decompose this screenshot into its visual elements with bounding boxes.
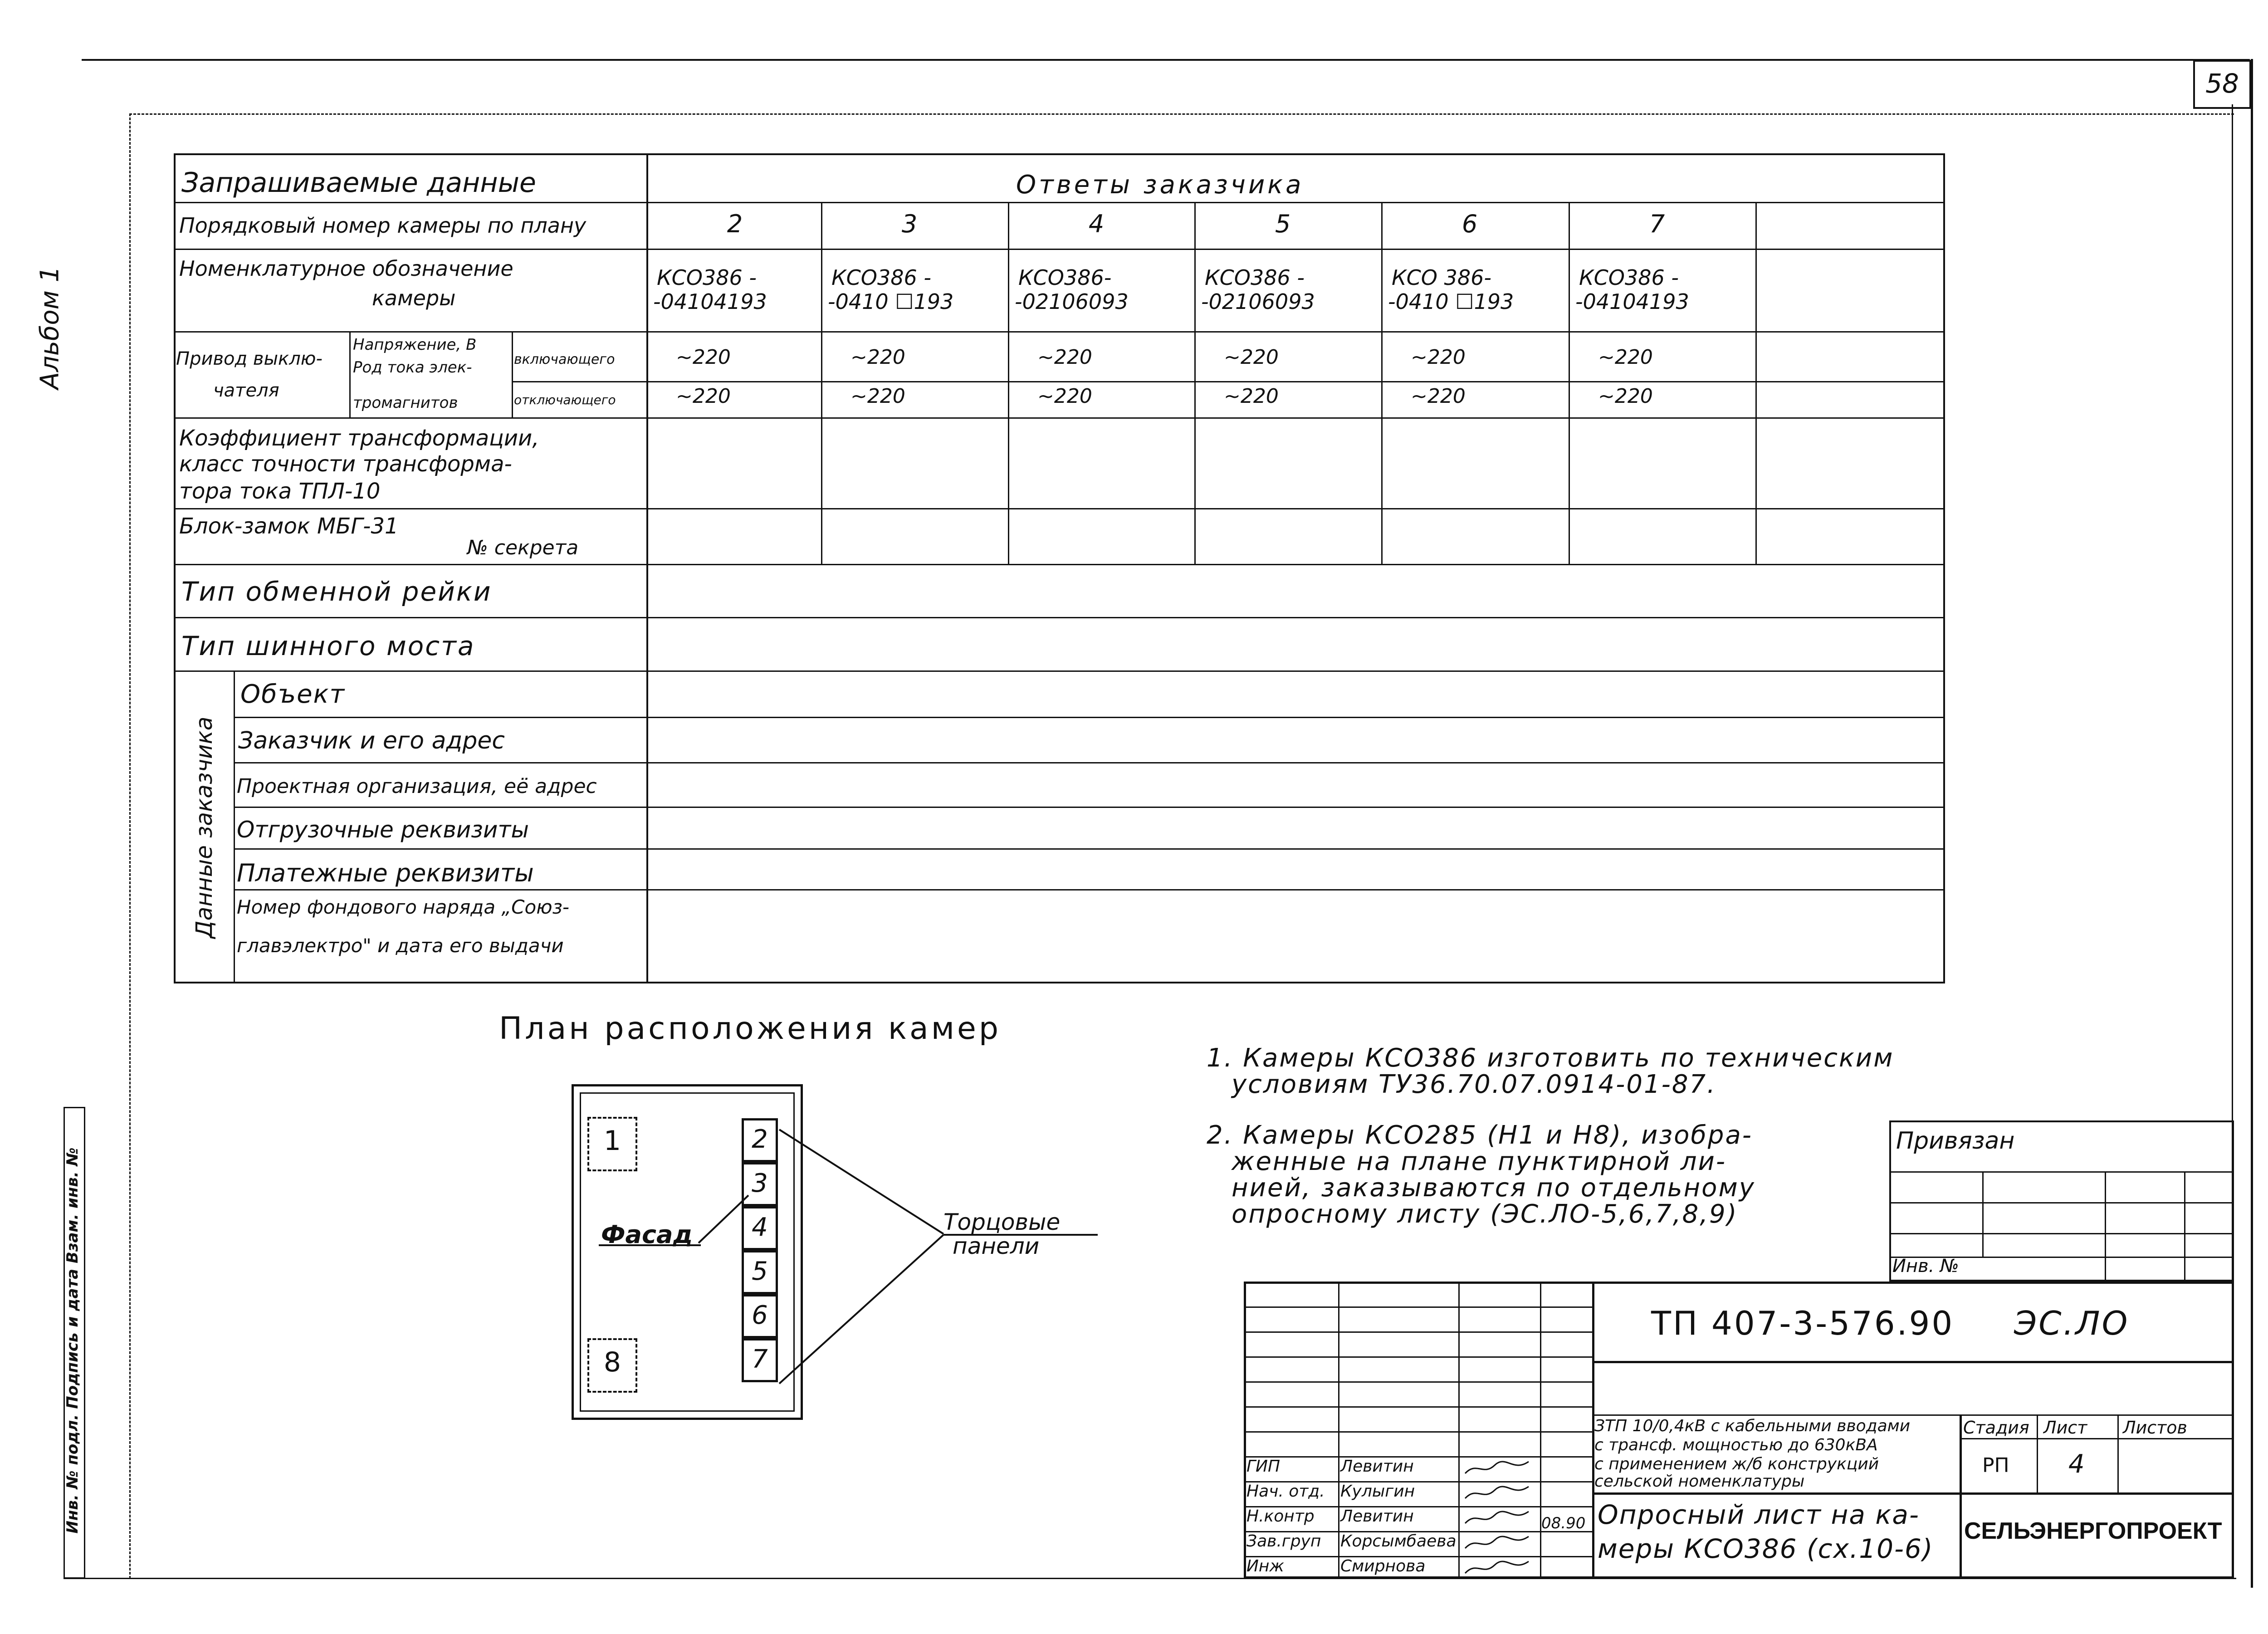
header-requested-data: Запрашиваемые данные: [181, 167, 536, 199]
camera-number: 2: [727, 210, 743, 238]
binding-row: [1889, 1171, 2234, 1173]
voltage-label-3: тромагнитов: [353, 394, 458, 412]
tb-col: [1540, 1282, 1541, 1579]
tb-row: [1244, 1331, 1592, 1333]
payment-label: Платежные реквизиты: [237, 859, 534, 887]
panels-leader-bottom: [779, 1235, 943, 1384]
binding-inv-label: Инв. №: [1892, 1256, 1959, 1277]
coef-label-1: Коэффициент трансформации,: [179, 426, 539, 451]
voltage-on-value: ~220: [1224, 346, 1279, 369]
tb-col: [2117, 1414, 2119, 1492]
staff-role: Инж: [1246, 1557, 1284, 1575]
album-label: Альбом 1: [35, 266, 65, 390]
signature-icon: [1463, 1484, 1531, 1502]
lock-label-1: Блок-замок МБГ-31: [179, 514, 399, 539]
plan-panel-number: 2: [752, 1125, 768, 1154]
row-nomen-label-1: Номенклатурное обозначение: [179, 256, 513, 281]
panels-leader-top: [779, 1130, 943, 1234]
plan-title: План расположения камер: [499, 1011, 1001, 1047]
camera-nomenclature-2: -04104193: [1575, 289, 1689, 314]
staff-name: Корсымбаева: [1340, 1532, 1457, 1551]
tb-sheet-label: Лист: [2043, 1418, 2087, 1438]
voltage-on-value: ~220: [1411, 346, 1466, 369]
off-label: отключающего: [514, 392, 616, 407]
bridge-label: Тип шинного моста: [181, 631, 475, 661]
facade-leader: [699, 1195, 748, 1243]
tb-project-1: ЗТП 10/0,4кВ с кабельными вводами: [1594, 1417, 1911, 1435]
binding-row: [1889, 1233, 2234, 1234]
tb-date: 08.90: [1541, 1514, 1586, 1532]
staff-role: Нач. отд.: [1246, 1482, 1325, 1501]
tb-row: [1592, 1361, 2234, 1363]
camera-nomenclature-1: КСО386 -: [1205, 265, 1305, 290]
tb-row: [1592, 1492, 2234, 1495]
voltage-label-2: Род тока элек-: [353, 358, 472, 377]
fund-label-2: главэлектро" и дата его выдачи: [237, 934, 564, 957]
camera-nomenclature-2: -04104193: [653, 289, 767, 314]
row-nomen-label-2: камеры: [372, 286, 456, 310]
binding-col: [1982, 1171, 1984, 1257]
tb-stage-value: РП: [1982, 1454, 2009, 1477]
staff-role: Н.контр: [1246, 1507, 1315, 1526]
plan-panel-number: 3: [752, 1169, 768, 1198]
voltage-on-value: ~220: [850, 346, 905, 369]
tb-row: [1244, 1456, 1592, 1458]
plan-panel-number: 7: [752, 1345, 768, 1374]
rail-label: Тип обменной рейки: [181, 576, 492, 607]
note-2-line-3: нией, заказываются по отдельному: [1232, 1173, 1755, 1203]
design-org-label: Проектная организация, её адрес: [237, 775, 597, 798]
tb-doc-title-2: меры КСО386 (сх.10-6): [1598, 1533, 1934, 1564]
staff-role: Зав.груп: [1246, 1532, 1321, 1551]
tb-row: [1960, 1438, 2234, 1439]
signature-icon: [1463, 1509, 1531, 1527]
tb-project-3: с применением ж/б конструкций: [1594, 1455, 1879, 1473]
end-panels-label-2: панели: [953, 1233, 1040, 1259]
camera-nomenclature-1: КСО386 -: [1579, 265, 1679, 290]
note-2-line-4: опросному листу (ЭС.ЛО-5,6,7,8,9): [1232, 1199, 1738, 1229]
voltage-label-1: Напряжение, В: [353, 336, 477, 354]
coef-label-2: класс точности трансформа-: [179, 451, 512, 477]
camera-number: 5: [1275, 210, 1291, 238]
camera-number: 3: [901, 210, 918, 238]
camera-nomenclature-2: -02106093: [1015, 289, 1129, 314]
camera-number: 6: [1461, 210, 1478, 238]
camera-nomenclature-1: КСО386 -: [831, 265, 932, 290]
signature-icon: [1463, 1559, 1531, 1577]
tb-sheets-label: Листов: [2123, 1418, 2187, 1438]
tb-row: [1244, 1406, 1592, 1408]
tb-code: ТП 407-3-576.90: [1651, 1304, 1955, 1342]
camera-number: 7: [1649, 210, 1665, 238]
voltage-off-value: ~220: [676, 385, 731, 408]
tb-row: [1592, 1414, 2234, 1416]
sheet-number: 58: [2205, 68, 2239, 99]
voltage-off-value: ~220: [850, 385, 905, 408]
tb-doc-title-1: Опросный лист на ка-: [1598, 1499, 1920, 1530]
binding-col: [2105, 1171, 2106, 1282]
staff-name: Смирнова: [1340, 1557, 1426, 1575]
tb-project-2: с трансф. мощностью до 630кВА: [1594, 1436, 1878, 1454]
shipping-label: Отгрузочные реквизиты: [237, 817, 529, 843]
signature-icon: [1463, 1459, 1531, 1477]
end-panels-label-1: Торцовые: [943, 1209, 1061, 1235]
tb-row: [1244, 1306, 1592, 1308]
binding-title: Привязан: [1896, 1127, 2015, 1155]
camera-nomenclature-1: КСО 386-: [1392, 265, 1492, 290]
voltage-on-value: ~220: [1598, 346, 1653, 369]
staff-name: Кулыгин: [1340, 1482, 1415, 1501]
camera-number: 4: [1088, 210, 1105, 238]
facade-label: Фасад: [601, 1220, 693, 1249]
drive-label-1: Привод выклю-: [176, 348, 323, 369]
plan-panel-number: 6: [752, 1301, 768, 1330]
plan-cell-1-label: 1: [603, 1125, 621, 1157]
camera-nomenclature-2: -02106093: [1201, 289, 1315, 314]
drive-label-2: чателя: [213, 380, 279, 401]
customer-group-label: Данные заказчика: [191, 716, 217, 939]
tb-row: [1244, 1381, 1592, 1383]
voltage-on-value: ~220: [1037, 346, 1092, 369]
signature-icon: [1463, 1534, 1531, 1552]
tb-row: [1244, 1356, 1592, 1358]
camera-nomenclature-2: -0410 ☐193: [828, 289, 954, 314]
tb-sheet-value: 4: [2068, 1449, 2085, 1479]
lock-label-2: № секрета: [467, 536, 579, 559]
staff-name: Левитин: [1340, 1457, 1414, 1476]
row-order-label: Порядковый номер камеры по плану: [179, 213, 587, 238]
note-2-line-2: женные на плане пунктирной ли-: [1232, 1147, 1727, 1176]
note-1-line-1: 1. Камеры КСО386 изготовить по техническим: [1207, 1043, 1894, 1073]
note-1-line-2: условиям ТУ36.70.07.0914-01-87.: [1232, 1070, 1716, 1099]
voltage-off-value: ~220: [1598, 385, 1653, 408]
camera-nomenclature-1: КСО386 -: [657, 265, 757, 290]
binding-row: [1889, 1202, 2234, 1203]
inventory-strip-text: Инв. № подл. Подпись и дата Взам. инв. №: [64, 1147, 82, 1534]
customer-label: Заказчик и его адрес: [238, 727, 505, 754]
plan-cell-8-label: 8: [603, 1346, 621, 1378]
voltage-off-value: ~220: [1411, 385, 1466, 408]
staff-role: ГИП: [1246, 1457, 1281, 1476]
staff-name: Левитин: [1340, 1507, 1414, 1526]
plan-panel-number: 5: [752, 1257, 768, 1286]
tb-sheet-code: ЭС.ЛО: [2014, 1304, 2130, 1342]
on-label: включающего: [514, 352, 615, 367]
tb-col: [2037, 1414, 2038, 1492]
coef-label-3: тора тока ТПЛ-10: [179, 479, 381, 504]
voltage-off-value: ~220: [1037, 385, 1092, 408]
note-2-line-1: 2. Камеры КСО285 (Н1 и Н8), изобра-: [1207, 1120, 1753, 1150]
tb-project-4: сельской номенклатуры: [1594, 1472, 1805, 1491]
tb-stage-label: Стадия: [1963, 1418, 2029, 1438]
fund-label-1: Номер фондового наряда „Союз-: [237, 896, 570, 918]
header-customer-answers: Ответы заказчика: [1016, 170, 1304, 200]
voltage-on-value: ~220: [676, 346, 731, 369]
binding-col: [2184, 1171, 2185, 1282]
tb-col: [1338, 1282, 1339, 1579]
voltage-off-value: ~220: [1224, 385, 1279, 408]
tb-row: [1244, 1431, 1592, 1433]
object-label: Объект: [240, 680, 346, 709]
camera-nomenclature-1: КСО386-: [1018, 265, 1112, 290]
tb-col: [1458, 1282, 1460, 1579]
plan-panel-number: 4: [752, 1213, 768, 1242]
tb-org: СЕЛЬЭНЕРГОПРОЕКТ: [1964, 1518, 2222, 1544]
camera-nomenclature-2: -0410 ☐193: [1388, 289, 1514, 314]
